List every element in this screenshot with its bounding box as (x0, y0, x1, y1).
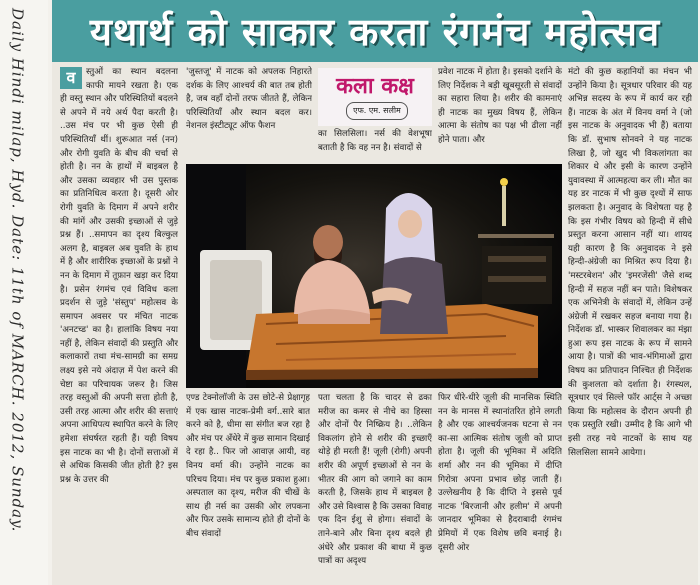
article-column-3-bottom (318, 392, 432, 582)
column-3-top-text: का सिलसिला। नर्स की वेशभूषा बताती है कि वह नन है। संवादों से (318, 129, 432, 153)
column-2-top-text: 'जुस्तजू' में नाटक को अपलक निहारते दर्शक के लिए आश्चर्य की बात तब होती है, जब वहाँ दोनों तरफ जीतते हैं, लेकिन परिस्थितियाँ और स्थान बदल कर। नेशनल इंस्टीट्यूट ऑफ फैशन (186, 67, 312, 132)
column-4-top-text: प्रवेश नाटक में होता है। इसको दर्शाने के लिए निर्देशक ने बड़ी खूबसूरती से संवादों का सहारा लिया है। शरीर की कामनाएं ही नाटक का मुख्य विषय हैं, लेकिन आत्मा के संतोष का पक्ष भी ढीला नहीं होने पाता। और (438, 67, 562, 145)
headline-banner (52, 0, 698, 62)
article-column-4-top (438, 66, 562, 160)
article-column-3-top (318, 128, 432, 160)
column-3-bottom-text: पता चलता है कि चादर से ढका मरीज का कमर से नीचे का हिस्सा और दोनों पैर निष्क्रिय है। ..लेकिन विकलांग होने से शरीर की इच्छाएँ थोड़े ही मरती हैं! जूली (रोगी) अपनी शरीर की अपूर्ण इच्छाओं से नन के भीतर की आग को जगाने का काम करती है, जिसके हाथ में बाइबल है और उसे विश्वास है कि उसका विवाह एक दिन ईशु से होगा। संवादों के ताने-बाने और बिना दृश्य बदले ही अंधेरे और प्रकाश की बाधा में कुछ पात्रों का अदृश्य (318, 393, 432, 567)
newspaper-clipping (52, 0, 698, 585)
headline: यथार्थ को साकार करता रंगमंच महोत्सव (89, 10, 661, 54)
handwritten-source-date: Daily Hindi milap, Hyd. Date: 11th of MARCH. 2012, Sunday. (8, 8, 27, 533)
column-2-bottom-text: एण्ड टेक्नोलॉजी के उस छोटे-से प्रेक्षागृह में एक खास नाटक-प्रेमी वर्ग..सारे बात करने को है, धीमा सा संगीत बज रहा है और मंच पर अँधेरे में कुछ सामान दिखाई दे रहा है.. फिर जो आवाज़ आयी, वह विनय वर्मा की। उन्होंने नाटक का परिचय दिया। मंच पर कुछ प्रकाश हुआ। अस्पताल का दृश्य, मरीज की चीखें के साथ ही नर्स का उसकी ओर लपकना और फिर उसके सामान्य होते ही दोनों के बीच संवादों (186, 393, 310, 539)
article-column-2-bottom (186, 392, 310, 582)
stage-photo-illustration (186, 164, 562, 388)
article-column-4-bottom (438, 392, 562, 582)
article-column-1 (60, 66, 178, 581)
kala-kaksh-logo (318, 68, 432, 126)
logo-title: कला कक्ष (336, 74, 414, 99)
column-5-text: मंटो की कुछ कहानियों का मंचन भी उन्होंने किया है। सूत्रधार परिवार की यह अभिन्न सदस्य के रूप में कार्य कर रही हैं। नाटक के अंत में विनय वर्मा ने (जो इस नाटक के अनुवादक भी हैं) बताया कि डॉ. सुभाष सोनवने ने यह नाटक लिखा है, जो खुद भी विकलांगता का शिकार थे और इसी के कारण उन्होंने युवावस्था में आत्महत्या कर ली। मौत का यह डर नाटक में भी कुछ दृश्यों में साफ झलकता है। अनुवाद के विशेषता यह है कि इस गंभीर विषय को हिन्दी में सीधे प्रस्तुत करना आसान नहीं था। शायद यही कारण है कि अनुवादक ने इसे हिन्दी-अंग्रेजी का मिश्रित रूप दिया है। 'मस्टरबेशन' और 'इमरजेंसी' जैसे शब्द हिन्दी में सहज नहीं बन पाते। विशेषकर एक अभिनेत्री के संवादों में, लेकिन उन्हें अंग्रेजी में रखकर सहज बनाया गया है। निर्देशक डॉ. भास्कर शिवालकर का मंझा हुआ रूप इस नाटक के रूप में सामने आया है। पात्रों की भाव-भंगिमाओं द्वारा विषय का प्रतिपादन निश्चित ही निर्देशक की कुशलता को दर्शाता है। रंगस्थल, सूत्रधार एवं सिल्ले फॉर आर्ट्स ने अच्छा किया कि महोत्सव के दौरान अपनी ही एक प्रस्तुति रखी। उम्मीद है कि आगे भी इसी तरह नये नाटकों के साथ यह सिलसिला सामने आयेगा। (568, 67, 692, 458)
drop-cap: व (60, 67, 82, 89)
stage-photo (186, 164, 562, 388)
article-column-5 (568, 66, 692, 581)
article-column-2-top (186, 66, 312, 150)
logo-byline: एफ. एम. सलीम (346, 102, 408, 120)
column-4-bottom-text: फिर धीरे-धीरे जूली की मानसिक स्थिति नन के मानस में स्थानांतरित होने लगती है और एक आश्चर्यजनक घटना से नन का-सा आत्मिक संतोष जूली को प्राप्त होता है। जूली की भूमिका में अदिति शर्मा और नन की भूमिका में दीप्ति गिरोत्रा अपना प्रभाव छोड़ जाती हैं। उल्लेखनीय है कि दीप्ति ने इससे पूर्व नाटक 'बिरजानी और हलीम' में अपनी जानदार भूमिका से हैदराबादी रंगमंच प्रेमियों में एक विशेष छवि बनाई है। दूसरी ओर (438, 393, 562, 553)
handwritten-annotation (0, 0, 48, 585)
column-1-text: स्तुओं का स्थान बदलना काफी मायने रखता है। एक ही वस्तु स्थान और परिस्थितियों बदलने से अपने में नये अर्थ पैदा करती है। ..उस मंच पर भी कुछ ऐसी ही परिस्थितियाँ थीं। शुरूआत नर्स (नन) और रोगी युवति के बीच की चर्चा से होती है। नन के हाथों में बाइबल है और उसका व्यवहार भी उस पुस्तक का प्रतिनिधित्व करता है। दूसरी ओर रोगी युवति के दिमाग में अपने शरीर की मांगें और उसकी इच्छाओं से जुड़े प्रश्न हैं। ..समापन का दृश्य बिल्कुल अलग है, बाइबल अब युवति के हाथ में है और शारीरिक इच्छाओं के प्रश्नों ने नन के दिमाग में तूफ़ान खड़ा कर दिया है। प्रसेन रंगमंच एवं विविध कला प्रदर्शन से जुड़े 'संस्तुप' महोत्सव के समापन अवसर पर मंचित नाटक 'अनटच्ड' का है। हालांकि विषय नया नहीं है, लेकिन संवादों की प्रस्तुति और कलाकारों तथा मंच-सामग्री का समग्र लक्ष्य इसे नये अंदाज़ में पेश करने की चेष्टा का परिचायक जरूर है। जिस तरह वस्तुओं की अपनी सत्ता होती है, उसी तरह आत्मा और शरीर की सत्ताएं अपना आधिपत्य स्थापित करने के लिए हमेशा संघर्षरत रहती हैं। यही विषय इस नाटक का भी है। दोनों सत्ताओं में से अधिक किसकी जीत होती है? इस प्रश्न के उत्तर की (60, 67, 178, 485)
